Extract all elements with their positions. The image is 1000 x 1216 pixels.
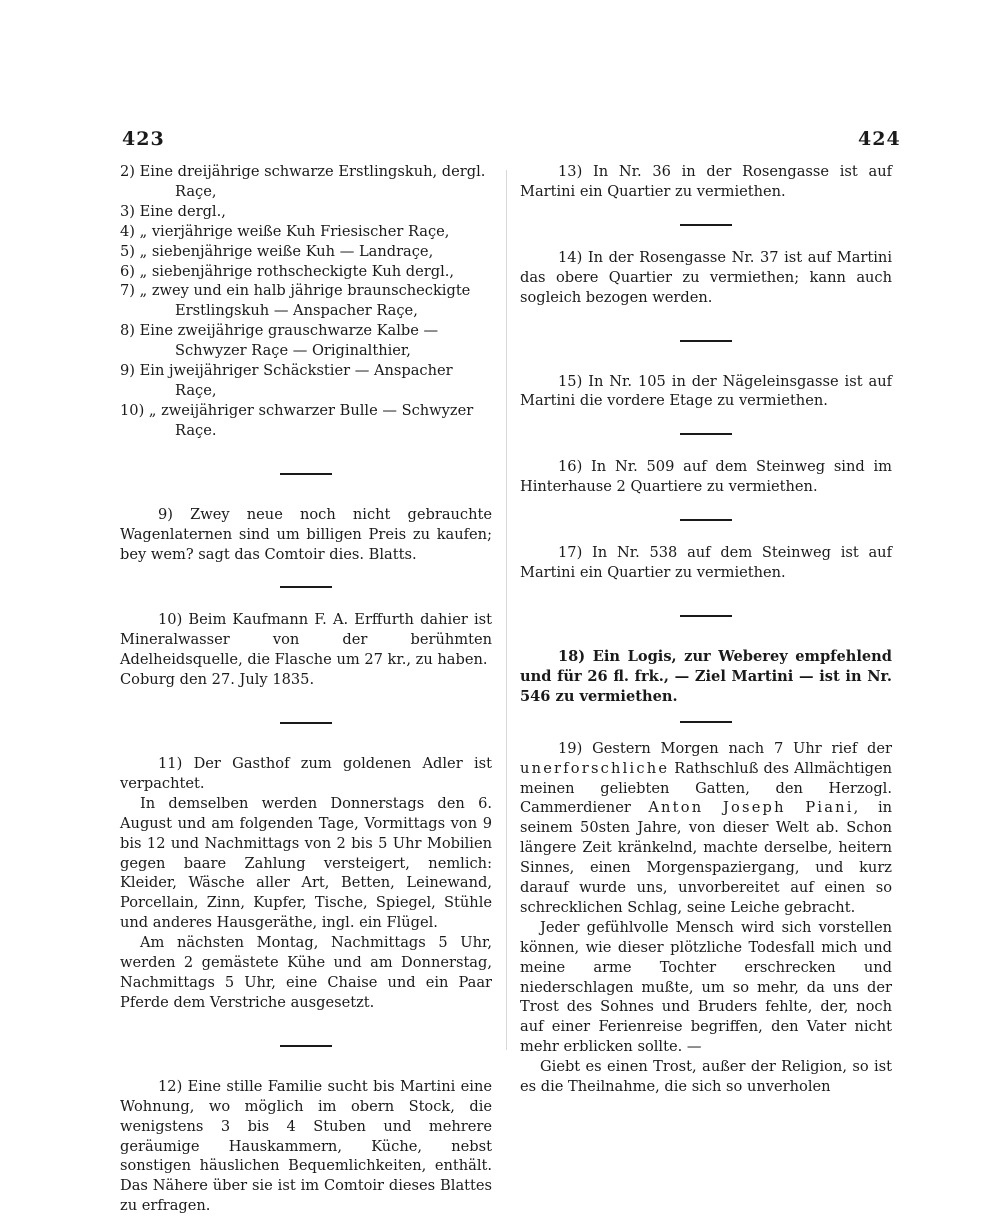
advert-11-body: In demselben werden Donnerstags den 6. August und am folgenden Tage, Vormittags von 9 bis 12 und Nachmittags von 2 bis 5 Uhr Mobilien gegen baare Zahlung versteigert, nemlich: Kleider, Wäsche aller Art, Betten, Leinewand, Porcellain, Zinn, Kupfer, Tische, Spiegel, Stühle und anderes Hausgeräthe, ingl. ein Flügel. [120,794,492,932]
separator-rule [280,586,332,588]
list-item: 9) Ein jweijähriger Schäckstier — Anspacher Raçe, [120,362,453,399]
advert-15: 15) In Nr. 105 in der Nägeleinsgasse ist auf Martini die vordere Etage zu vermiethen. [520,372,892,410]
column-divider [506,170,507,1050]
advert-13: 13) In Nr. 36 in der Rosengasse ist auf Martini ein Quartier zu vermiethen. [520,163,892,200]
list-item: 8) Eine zweijährige grauschwarze Kalbe — Schwyzer Raçe — Originalthier, [120,322,439,360]
separator-rule [680,615,732,617]
list-item: 5) „ siebenjährige weiße Kuh — Landraçe, [120,242,434,260]
list-item: 2) Eine dreijährige schwarze Erstlingskuh, dergl. Raçe, [120,163,486,200]
separator-rule [280,722,332,724]
separator-rule [680,340,732,342]
advert-18: 18) Ein Logis, zur Weberey empfehlend und für 26 fl. frk., — Ziel Martini — ist in Nr. 546 zu vermiethen. [520,647,892,705]
advert-19-middle: Rathschluß des Allmächtigen meinen geliebten Gatten, den Herzogl. Cammerdiener [520,759,892,817]
advert-12: 12) Eine stille Familie sucht bis Martini eine Wohnung, wo möglich im obern Stock, die wenigstens 3 bis 4 Stuben und mehrere geräumige Hauskammern, Küche, nebst sonstigen häuslichen Bequemlichkeiten, enthält. Das Nähere über sie ist im Comtoir dieses Blattes zu erfragen. [120,1077,492,1215]
advert-19-spaced-word: unerforschliche [520,759,670,777]
list-item: 4) „ vierjährige weiße Kuh Friesischer Raçe, [120,222,450,240]
separator-rule [680,721,732,723]
advert-11-heading: 11) Der Gasthof zum goldenen Adler ist verpachtet. [120,755,492,792]
advert-17: 17) In Nr. 538 auf dem Steinweg ist auf Martini ein Quartier zu vermiethen. [520,544,892,582]
advert-19 [520,739,892,918]
page-number-right: 424 [858,128,901,150]
list-item: 7) „ zwey und ein halb jährige braunscheckigte Erstlingskuh — Anspacher Raçe, [120,282,471,320]
deceased-name: Anton Joseph Piani, [648,799,861,817]
advert-9: 9) Zwey neue noch nicht gebrauchte Wagenlaternen sind um billigen Preis zu kaufen; bey wem? sagt das Comtoir dies. Blatts. [120,505,492,563]
dateline: Coburg den 27. July 1835. [120,671,315,689]
advert-19-rest: in seinem 50sten Jahre, von dieser Welt ab. Schon längere Zeit kränkelnd, machte derselbe, heitern Sinnes, einen Morgenspaziergang, und kurz darauf wurde uns, unvorbereitet auf einen so schrecklichen Schlag, seine Leiche gebracht. [520,799,893,916]
separator-rule [280,1045,332,1047]
list-item: 10) „ zweijähriger schwarzer Bulle — Schwyzer Raçe. [120,401,474,439]
livestock-list [120,162,492,441]
separator-rule [680,433,732,435]
left-column [120,162,492,1216]
advert-10: 10) Beim Kaufmann F. A. Erffurth dahier ist Mineralwasser von der berühmten Adelheidsquelle, die Flasche um 27 kr., zu haben. [120,611,492,669]
advert-19-intro: 19) Gestern Morgen nach 7 Uhr rief der [558,739,892,757]
list-item: 6) „ siebenjährige rothscheckigte Kuh dergl., [120,262,455,280]
separator-rule [680,519,732,521]
advert-19-paragraph-3: Giebt es einen Trost, außer der Religion, so ist es die Theilnahme, die sich so unverholen [520,1058,892,1096]
page-number-left: 423 [122,128,165,150]
advert-11-body-2: Am nächsten Montag, Nachmittags 5 Uhr, werden 2 gemästete Kühe und am Donnerstag, Nachmittags 5 Uhr, eine Chaise und ein Paar Pferde dem Verstriche ausgesetzt. [120,934,492,1011]
separator-rule [680,224,732,226]
right-column [520,162,892,1097]
list-item: 3) Eine dergl., [120,202,226,220]
advert-14: 14) In der Rosengasse Nr. 37 ist auf Martini das obere Quartier zu vermiethen; kann auch sogleich bezogen werden. [520,248,892,306]
separator-rule [280,473,332,475]
advert-16: 16) In Nr. 509 auf dem Steinweg sind im Hinterhause 2 Quartiere zu vermiethen. [520,458,892,496]
advert-19-paragraph-2: Jeder gefühlvolle Mensch wird sich vorstellen können, wie dieser plötzliche Todesfall mich und meine arme Tochter erschrecken und niederschlagen mußte, um so mehr, da uns der Trost des Sohnes und Bruders fehlte, der, noch auf einer Ferienreise begriffen, den Vater nicht mehr erblicken sollte. — [520,918,892,1056]
